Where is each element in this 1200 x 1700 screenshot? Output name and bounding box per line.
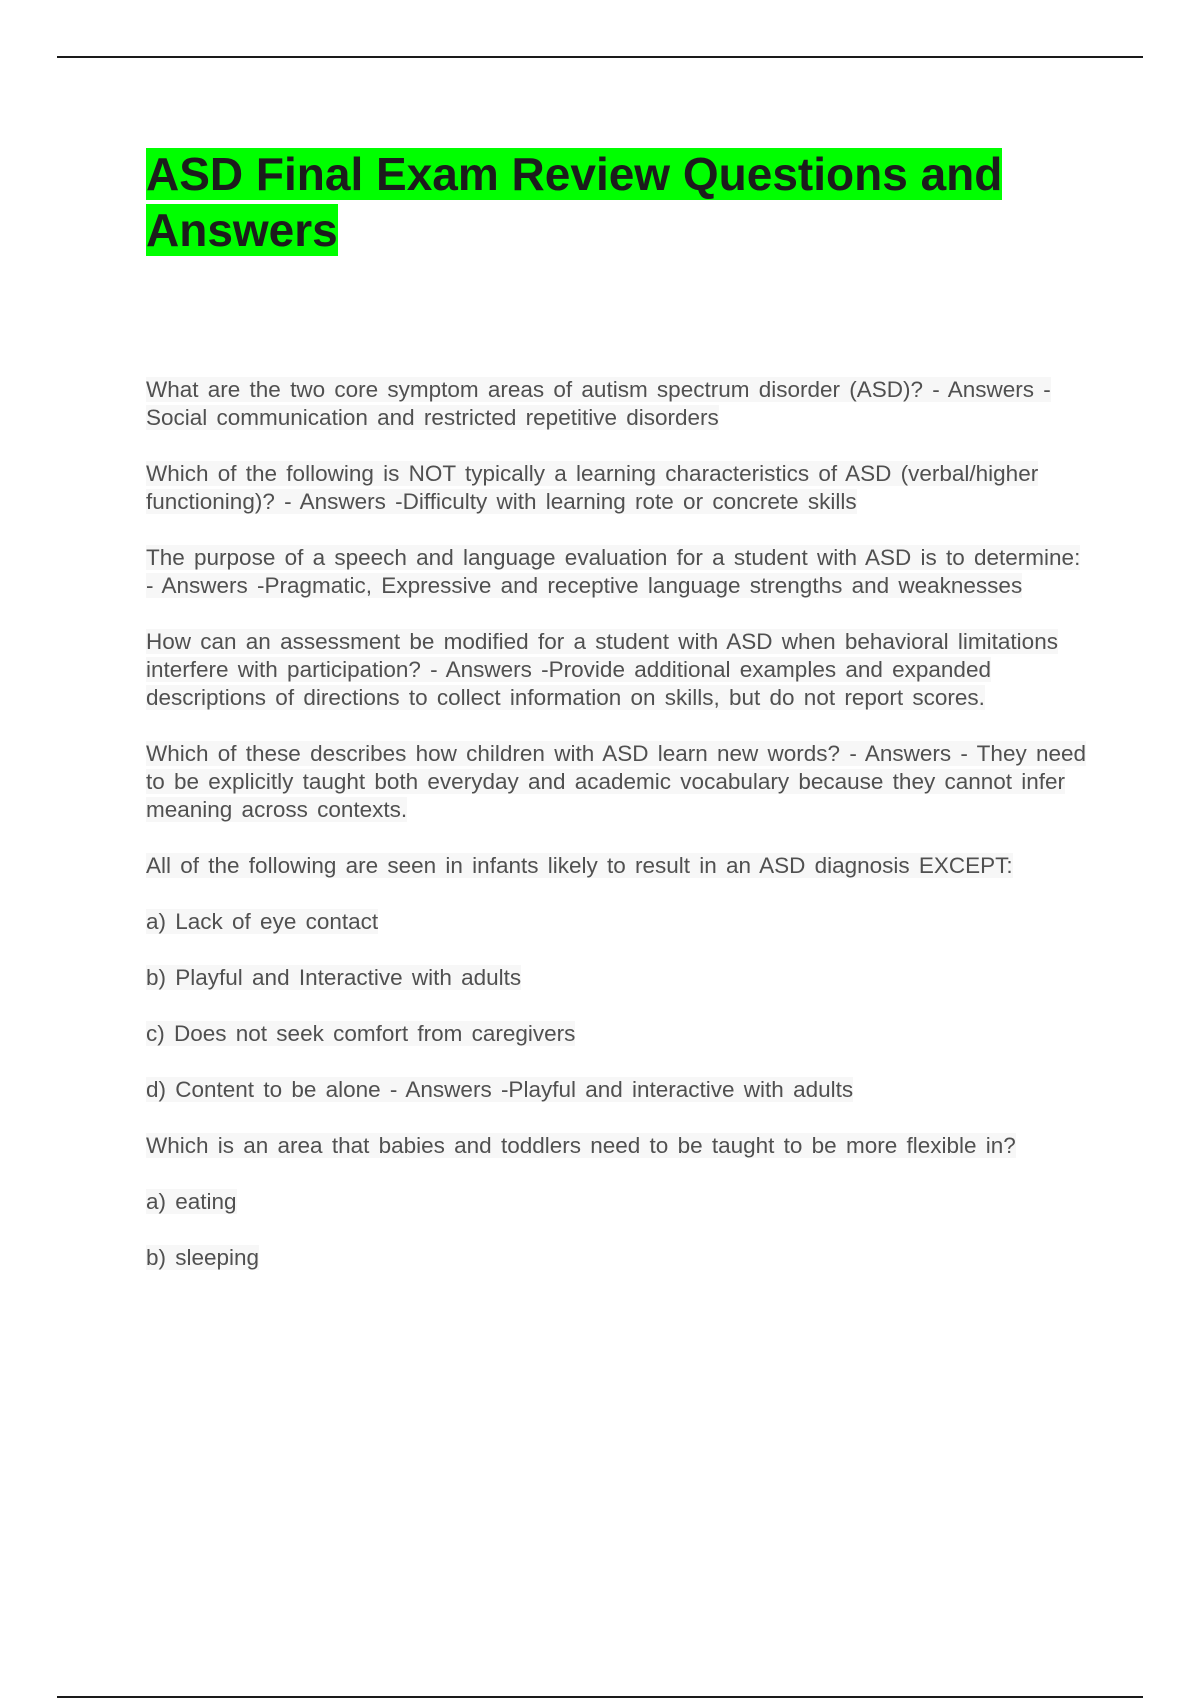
paragraph-text: c) Does not seek comfort from caregivers bbox=[146, 1021, 576, 1046]
answer-option bbox=[146, 908, 1096, 936]
qa-list bbox=[146, 376, 1096, 1272]
paragraph-text: a) eating bbox=[146, 1189, 237, 1214]
paragraph-text: b) sleeping bbox=[146, 1245, 260, 1270]
footer-rule bbox=[57, 1696, 1143, 1698]
paragraph-text: Which of these describes how children with ASD learn new words? - Answers - They need to be explicitly taught both everyday and academic vocabulary because they cannot infer meaning across contexts. bbox=[146, 741, 1087, 822]
paragraph-text: Which is an area that babies and toddlers need to be taught to be more flexible in? bbox=[146, 1133, 1016, 1158]
paragraph-text: d) Content to be alone - Answers -Playful and interactive with adults bbox=[146, 1077, 854, 1102]
answer-option bbox=[146, 964, 1096, 992]
answer-option bbox=[146, 1076, 1096, 1104]
paragraph-text: The purpose of a speech and language evaluation for a student with ASD is to determine: - Answers -Pragmatic, Expressive and receptive language strengths and weaknesses bbox=[146, 545, 1081, 598]
paragraph bbox=[146, 628, 1096, 712]
paragraph bbox=[146, 852, 1096, 880]
answer-option bbox=[146, 1188, 1096, 1216]
paragraph bbox=[146, 460, 1096, 516]
answer-option bbox=[146, 1020, 1096, 1048]
paragraph-text: All of the following are seen in infants likely to result in an ASD diagnosis EXCEPT: bbox=[146, 853, 1013, 878]
paragraph-text: What are the two core symptom areas of autism spectrum disorder (ASD)? - Answers -Social communication and restricted repetitive disorders bbox=[146, 377, 1051, 430]
paragraph-text: b) Playful and Interactive with adults bbox=[146, 965, 522, 990]
paragraph bbox=[146, 1132, 1096, 1160]
paragraph bbox=[146, 544, 1096, 600]
header-rule bbox=[57, 56, 1143, 58]
document-title-text: ASD Final Exam Review Questions and Answers bbox=[146, 148, 1003, 256]
paragraph bbox=[146, 740, 1096, 824]
paragraph-text: How can an assessment be modified for a student with ASD when behavioral limitations interfere with participation? - Answers -Provide additional examples and expanded descriptions of directions to collect information on skills, but do not report scores. bbox=[146, 629, 1058, 710]
paragraph bbox=[146, 376, 1096, 432]
page-content bbox=[146, 146, 1096, 1300]
answer-option bbox=[146, 1244, 1096, 1272]
document-title bbox=[146, 146, 1096, 258]
paragraph-text: a) Lack of eye contact bbox=[146, 909, 379, 934]
paragraph-text: Which of the following is NOT typically a learning characteristics of ASD (verbal/higher functioning)? - Answers -Difficulty with learning rote or concrete skills bbox=[146, 461, 1039, 514]
